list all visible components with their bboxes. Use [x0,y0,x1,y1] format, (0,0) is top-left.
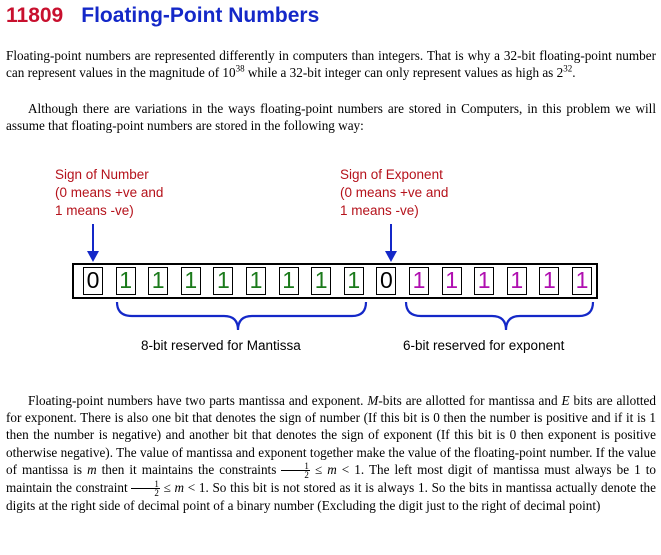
body-text-a: Floating-point numbers have two parts mantissa and exponent. [28,393,368,408]
sign-exponent-line-2: (0 means +ve and [340,185,449,200]
sign-number-arrow [87,224,99,262]
intro-paragraph-2: Although there are variations in the ways floating-point numbers are stored in Computers, in this problem we will assume that floating-point numbers are stored in the following way: [6,101,656,134]
sign-exponent-arrow [385,224,397,262]
frac-numerator: 1 [281,462,310,471]
sign-number-line-1: Sign of Number [55,167,149,182]
bit-cell: 0 [376,267,396,295]
intro-text-a: Floating-point numbers are represented differently in computers than integers. That is why a 32-bit floating-point number can represent values in the magnitude of 10 [6,48,656,81]
sign-number-line-2: (0 means +ve and [55,185,164,200]
exponent-38: 38 [235,63,245,74]
bit-cell: 1 [181,267,201,295]
mantissa-caption: 8-bit reserved for Mantissa [141,338,301,353]
sign-exponent-line-1: Sign of Exponent [340,167,443,182]
problem-number: 11809 [6,4,64,27]
var-M: M [367,393,379,408]
intro-text-b: while a 32-bit integer can only represent values as high as 2 [244,65,564,81]
problem-name: Floating-Point Numbers [81,4,320,27]
exponent-32: 32 [563,63,573,74]
frac-denominator-2: 2 [154,487,159,498]
var-m-2: m [327,461,337,477]
bit-cell: 1 [279,267,299,295]
body-text-d: then it maintains the constraints [96,461,282,477]
bit-cell: 1 [213,267,233,295]
intro-paragraph-1 [6,47,656,81]
frac-denominator: 2 [304,469,309,480]
bit-cell: 1 [572,267,592,295]
leq-sign: ≤ [309,461,328,477]
bit-cell: 1 [442,267,462,295]
fraction-one-half [281,462,310,479]
frac-numerator-2: 1 [131,480,160,489]
intro-text-c: . [572,65,576,81]
exponent-brace [406,302,593,330]
var-m-3: m [174,479,185,495]
leq-sign-2: ≤ [159,479,175,495]
mantissa-brace [117,302,366,330]
bit-cell: 1 [409,267,429,295]
bit-cell: 0 [83,267,103,295]
body-paragraph [6,392,656,514]
body-text-g: < 1. So this bit is not stored as it is always 1. So the bits in mantissa actually denote the digits at the right side of decimal point of a binary number (Excluding the digit just to the right of decimal point) [6,479,656,513]
body-text-c: bits are allotted for exponent. There is also one bit that denotes the sign of number (If this bit is 0 then the number is positive and if it is 1 then the number is negative) and another bit that denotes the sign of exponent (If this bit is 0 then exponent is positive otherwise negative). The value of mantissa and exponent together make the value of the floating-point number. If the value of mantissa is [6,393,657,477]
bit-cell: 1 [474,267,494,295]
var-m: m [87,461,97,477]
body-text-f: < 1. The left most digit of mantissa must always be 1 to maintain the constraint [6,461,656,495]
bit-cell: 1 [344,267,364,295]
sign-exponent-line-3: 1 means -ve) [340,203,419,218]
bit-cell: 1 [539,267,559,295]
var-E: E [561,393,570,408]
exponent-caption: 6-bit reserved for exponent [403,338,565,353]
problem-title [6,4,319,28]
bit-cell: 1 [507,267,527,295]
bit-cell: 1 [246,267,266,295]
fraction-one-half-2 [131,480,160,497]
body-text-b: -bits are allotted for mantissa and [378,393,562,408]
bit-cell: 1 [311,267,331,295]
bit-layout-figure [0,160,661,375]
bit-cell: 1 [148,267,168,295]
bit-cell: 1 [116,267,136,295]
sign-number-line-3: 1 means -ve) [55,203,134,218]
